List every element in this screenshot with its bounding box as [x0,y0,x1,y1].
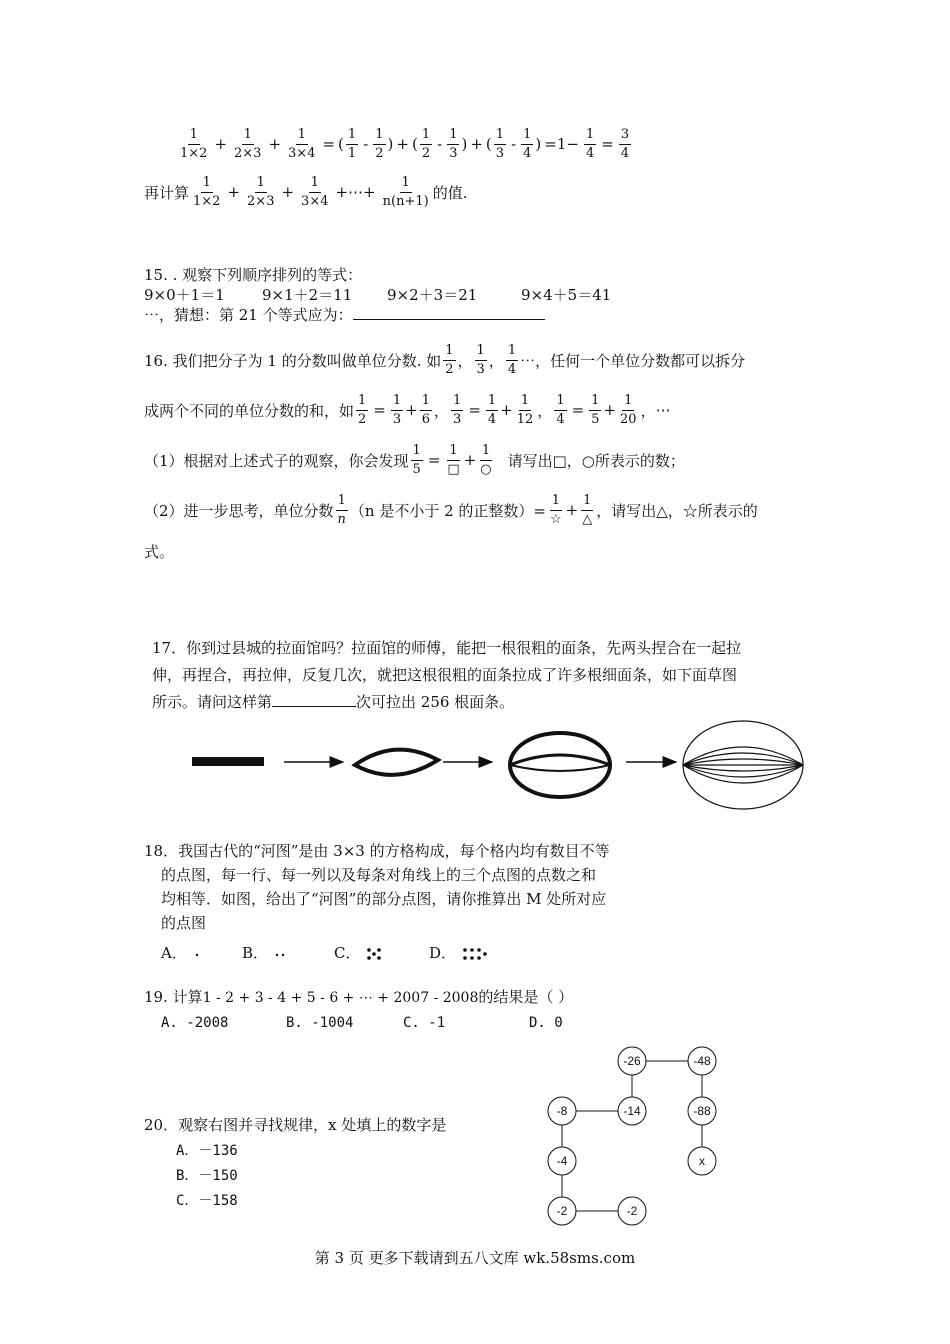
q20-option-a[interactable]: A．－136 [176,1143,238,1159]
thick-noodle [192,757,264,766]
noodle-loop-1 [355,750,438,775]
q16-part2: （2）进一步思考，单位分数 1 n （n 是不小于 2 的正整数）= 1 ☆ + 1 △ ，请写出△，☆所表示的 [144,493,758,527]
fraction: $\frac{1}{5}$ [412,443,421,477]
dots-5-icon [365,946,387,962]
fraction: $\frac{1}{12}$ [516,393,534,427]
q17-line1: 17．你到过县城的拉面馆吗？拉面馆的师傅，能把一根很粗的面条，先两头捏合在一起拉 [152,639,742,657]
fraction: 1 2 [421,127,431,161]
answer-blank[interactable] [353,305,545,320]
fraction: $\frac{1}{3}$ [392,393,402,427]
q17-line3: 所示。请问这样第 次可拉出 256 根面条。 [152,693,515,711]
q18-line1: 18．我国古代的“河图”是由 3×3 的方格构成，每个格内均有数目不等 [144,842,610,860]
q20-option-b[interactable]: B．－150 [176,1168,238,1184]
fraction: 1 2 [445,343,454,377]
q18-line2: 的点图，每一行、每一列以及每条对角线上的三个点图的点数之和 [161,866,597,884]
node-4: -14 [623,1104,641,1118]
q18-option-b[interactable]: B． [242,942,291,963]
fraction: 1 3 [449,127,458,161]
dots-7-icon [461,946,491,962]
q19-option-b[interactable]: B. -1004 [286,1015,354,1031]
noodle-loop-many [683,721,803,809]
fraction: 1 2 [375,127,384,161]
fraction: 1 1×2 [193,175,221,209]
q18-option-c[interactable]: C． [334,942,387,963]
noodle-loop-2 [510,733,610,797]
q16-line2: 成两个不同的单位分数的和，如 $\frac{1}{2}$ = $\frac{1}{3}$ + $\frac{1}{6}$ ， $\frac{1}{3}$ = $\frac{1}{4}$ + $\frac{1}{12}$ ， $\frac{1}{4}$ = $\frac{1}{5}$ + $\frac{1}{20}$ ， ⋯ [144,393,671,427]
node-3: -8 [556,1104,568,1118]
fraction: $\frac{1}{20}$ [620,393,637,427]
q15-eq2: 9×1＋2＝11 [262,286,353,304]
fraction: 1 ○ [480,443,492,477]
q14-equation: 1 1×2 + $\frac{1}{2\times 3}$ + $\frac{1}{3\times 4}$ = ( 1 1 - 1 2 ) + ( 1 2 - 1 3 ) + ( 1 3 - 1 4 ) =1− $\frac{1}{4}$ = $\frac{3}{4}$ [180,127,630,161]
fraction: $\frac{1}{3\times 4}$ [288,127,316,161]
fraction: 1 1 [347,127,357,161]
node-1: -26 [623,1054,641,1068]
q19-question: 19. 计算1 - 2 + 3 - 4 + 5 - 6 + ⋯ + 2007 - 2008的结果是（ ） [144,988,574,1006]
noodle-diagram [180,715,810,815]
fraction: 1 □ [447,443,460,477]
q20-title: 20．观察右图并寻找规律，x 处填上的数字是 [144,1116,447,1134]
fraction: 1 3 [495,127,505,161]
q18-line3: 均相等．如图，给出了“河图”的部分点图，请你推算出 M 处所对应 [161,890,607,908]
q18-line4: 的点图 [161,914,207,932]
dots-2-icon [273,947,291,961]
fraction: $\frac{1}{5}$ [591,393,600,427]
fraction: $\frac{3}{4}$ [620,127,630,161]
node-x: x [699,1154,705,1168]
q19-option-a[interactable]: A. -2008 [161,1015,229,1031]
q17-line2: 伸，再捏合，再拉伸，反复几次，就把这根很粗的面条拉成了许多根细面条，如下面草图 [152,666,738,684]
q16-part1: （1）根据对上述式子的观察，你会发现 $\frac{1}{5}$ = 1 □ + 1 ○ 请写出□，○所表示的数； [144,443,685,477]
answer-blank[interactable] [272,692,356,707]
fraction: $\frac{1}{3\times 4}$ [301,175,329,209]
number-chain-diagram [540,1040,730,1230]
node-2: -48 [693,1054,711,1068]
q20-option-c[interactable]: C．－158 [176,1193,238,1209]
q15-guess: ⋯，猜想：第 21 个等式应为： [144,304,545,325]
fraction: $\frac{1}{3}$ [453,393,462,427]
fraction: 1 4 [507,343,517,377]
fraction: $\frac{1}{2}$ [358,393,367,427]
fraction: 1 n [337,493,346,527]
page-footer: 第 3 页 更多下载请到五八文库 wk.58sms.com [314,1249,636,1267]
node-8: -2 [556,1204,568,1218]
fraction: 1 △ [582,493,593,527]
q18-option-a[interactable]: A． [161,942,206,963]
fraction: $\frac{1}{2\times 3}$ [247,175,275,209]
node-5: -88 [693,1104,711,1118]
q15-title: 15. . 观察下列顺序排列的等式： [144,266,363,284]
fraction: 1 1×2 [180,127,208,161]
dots-1-icon [192,947,206,961]
fraction: $\frac{1}{4}$ [585,127,595,161]
node-6: -4 [556,1154,568,1168]
q19-option-c[interactable]: C. -1 [403,1015,446,1031]
q15-eq4: 9×4＋5＝41 [521,286,612,304]
node-9: -2 [626,1204,638,1218]
q16-line1: 16. 我们把分子为 1 的分数叫做单位分数. 如 1 2 ， 1 3 ， 1 4 ⋯，任何一个单位分数都可以拆分 [144,343,746,377]
fraction: $\frac{1}{6}$ [421,393,431,427]
fraction: $\frac{1}{n(n+1)}$ [382,175,429,209]
q15-eq1: 9×0＋1＝1 [144,286,225,304]
q18-option-d[interactable]: D． [429,942,491,963]
fraction: $\frac{1}{4}$ [487,393,497,427]
fraction: 1 3 [476,343,485,377]
q19-option-d[interactable]: D. 0 [529,1015,563,1031]
fraction: $\frac{1}{2\times 3}$ [234,127,262,161]
q15-eq3: 9×2＋3＝21 [387,286,478,304]
fraction: $\frac{1}{4}$ [556,393,565,427]
fraction: 1 ☆ [550,493,562,527]
q14-calc-line: 再计算 1 1×2 + $\frac{1}{2\times 3}$ + $\frac{1}{3\times 4}$ +⋯+ $\frac{1}{n(n+1)}$ 的值. [144,175,468,209]
fraction: 1 4 [523,127,532,161]
q16-part2-end: 式。 [144,543,175,561]
